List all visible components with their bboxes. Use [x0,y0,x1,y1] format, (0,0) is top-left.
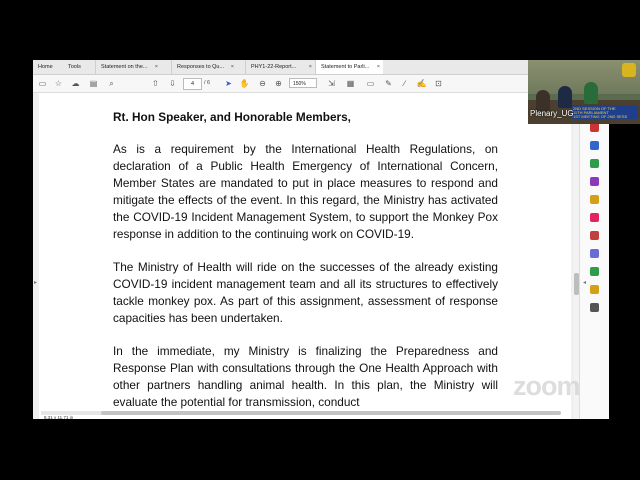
webcam-person [558,86,572,108]
document-text [113,109,498,419]
document-heading: Rt. Hon Speaker, and Honorable Members, [113,110,351,124]
zoom-in-icon[interactable]: ⊕ [275,79,282,88]
paragraph: As is a requirement by the International Health Regulations, on declaration of a Public Health Emergency of International Concern, Member States are mandated to put in place measures to respond and mitigate the effects of the event. In this regard, the Ministry has activated the COVID-19 Incident Management System, to support the Monkey Pox response in addition to the continuing work on COVID-19. [113,142,498,241]
comment-icon[interactable]: ▭ [366,79,375,88]
share-icon[interactable]: ⊡ [435,79,442,88]
tab-label: Statement to Parli... [321,64,370,70]
paragraph: In the immediate, my Ministry is finalizing the Preparedness and Response Plan with consultations through the One Health Approach with other partners handling animal health. In this plan, the Ministry will evaluate the potential for transmission, conduct [113,344,498,409]
close-icon[interactable]: × [230,64,234,70]
tab-document-2[interactable] [171,60,237,74]
fit-page-icon[interactable]: ⇲ [328,79,335,88]
cursor-icon[interactable]: ➤ [225,79,232,88]
create-pdf-icon[interactable] [590,123,599,132]
tab-label: Responses to Qu... [177,64,225,70]
compress-pdf-icon[interactable] [590,285,599,294]
combine-files-icon[interactable] [590,177,599,186]
fill-sign-icon[interactable] [590,213,599,222]
scrollbar-thumb[interactable] [101,411,561,415]
toolbar [33,75,609,93]
protect-icon[interactable] [590,249,599,258]
pen-icon[interactable]: ✎ [385,79,392,88]
tab-bar [33,60,609,75]
webcam-thumbnail[interactable] [528,60,640,124]
pdf-viewer-window [33,60,609,419]
paragraph: The Ministry of Health will ride on the successes of the already existing COVID-19 incident management team and all its structures to effectively tackle monkey pox. As part of this assignment, assessment of response capacities has been undertaken. [113,260,498,325]
tab-document-1[interactable] [95,60,161,74]
close-icon[interactable]: × [154,64,158,70]
right-tools-panel [579,93,609,419]
page-down-icon[interactable]: ⇩ [169,79,176,88]
tab-document-3[interactable] [245,60,315,74]
save-icon[interactable]: ▭ [38,79,47,88]
banner-line: 2ND SESSION OF THE [573,106,616,111]
right-pane-toggle-icon[interactable]: ◂ [583,280,587,286]
participant-name: Plenary_UG [530,109,574,118]
page-up-icon[interactable]: ⇧ [152,79,159,88]
highlight-icon[interactable]: ∕ [403,79,406,88]
zoom-select[interactable]: 150% [289,78,317,88]
horizontal-scrollbar[interactable] [41,411,551,415]
left-pane-toggle-icon[interactable]: ▸ [34,280,38,286]
banner-line: 1ST MEETING OF 2ND SESS [573,114,628,119]
zoom-watermark: zoom [513,371,580,401]
hand-icon[interactable]: ✋ [239,79,250,88]
close-icon[interactable]: × [376,64,380,70]
page-size-label: 8.31 x 11.71 in [44,415,74,419]
tab-home[interactable]: Home [38,64,53,70]
parliament-logo [622,63,636,77]
page-number-input[interactable]: 4 [183,78,202,90]
bookmark-icon[interactable]: ☆ [54,79,63,88]
send-for-signature-icon[interactable] [590,267,599,276]
tab-document-4[interactable] [315,60,383,74]
document-viewport[interactable] [33,93,579,419]
pdf-page [39,93,571,419]
close-icon[interactable]: × [308,64,312,70]
print-icon[interactable]: ▤ [89,79,98,88]
webcam-person [584,82,598,104]
scroll-mode-icon[interactable]: ▦ [346,79,355,88]
banner-line: 11TH PARLIAMENT [573,110,609,115]
broadcast-banner [572,105,638,119]
organize-pages-icon[interactable] [590,195,599,204]
more-tools-icon[interactable] [590,303,599,312]
tab-label: PHY1-22-Report... [251,64,297,70]
comment-tool-icon[interactable] [590,159,599,168]
upload-icon[interactable]: ☁ [71,79,80,88]
find-icon[interactable]: ⌕ [109,79,114,88]
page-total: / 6 [204,80,211,86]
tab-label: Statement on the... [101,64,148,70]
sign-icon[interactable]: ✍ [416,79,427,88]
tab-tools[interactable]: Tools [68,64,81,70]
edit-pdf-icon[interactable] [590,141,599,150]
zoom-out-icon[interactable]: ⊖ [259,79,266,88]
redact-icon[interactable] [590,231,599,240]
